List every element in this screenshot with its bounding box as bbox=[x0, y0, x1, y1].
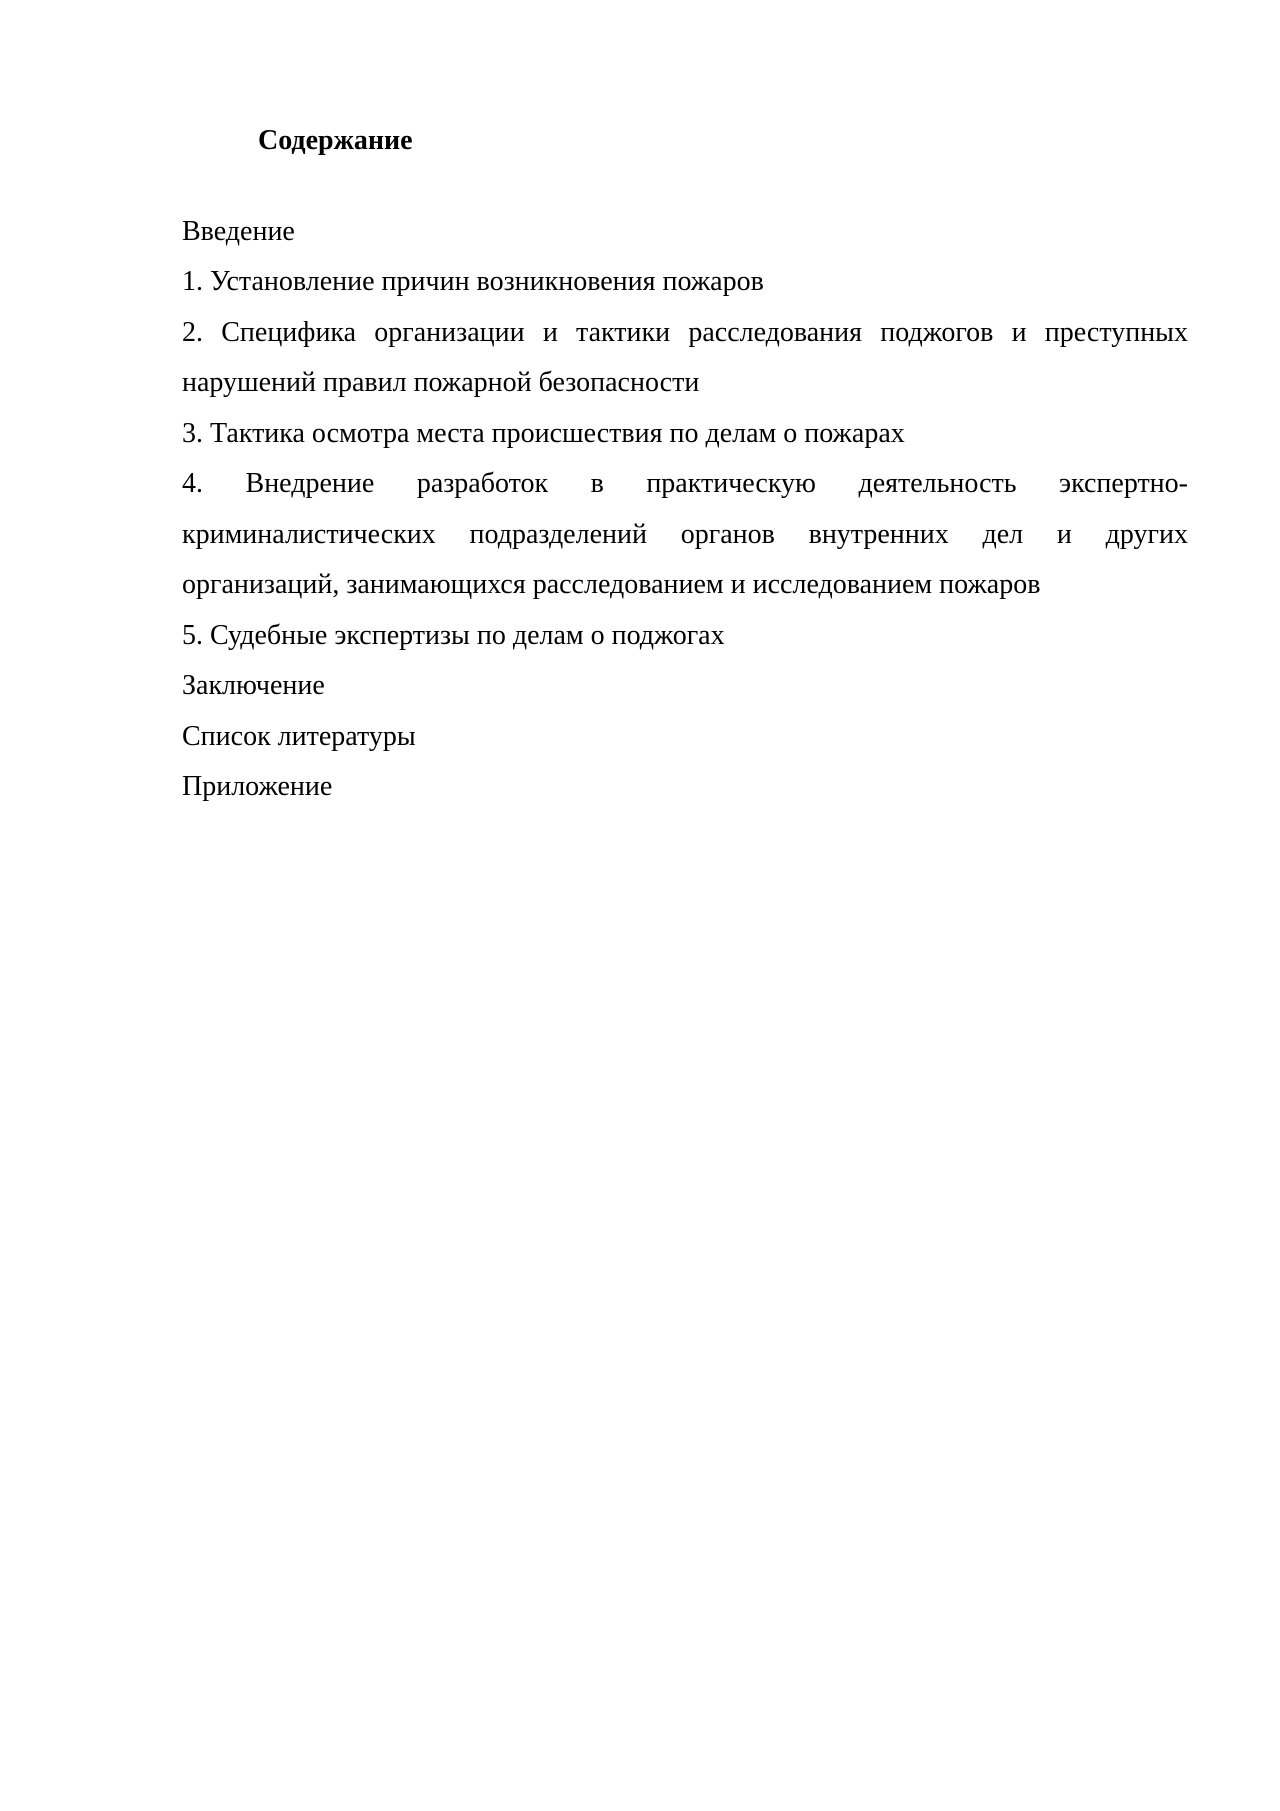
toc-item-4: 4. Внедрение разработок в практическую деятельность экспертно-криминалистических подразделений органов внутренних дел и других организаций, занимающихся расследованием и исследованием пожаров bbox=[182, 468, 1188, 600]
document-content bbox=[182, 116, 1188, 813]
toc-item-2: 2. Специфика организации и тактики расследования поджогов и преступных нарушений правил пожарной безопасности bbox=[182, 316, 1188, 398]
page-title: Содержание bbox=[258, 125, 413, 156]
table-of-contents bbox=[182, 207, 1188, 813]
toc-item-5: 5. Судебные экспертизы по делам о поджогах bbox=[182, 619, 725, 651]
toc-item-conclusion: Заключение bbox=[182, 670, 325, 701]
toc-item-appendix: Приложение bbox=[182, 771, 333, 802]
toc-item-1: 1. Установление причин возникновения пожаров bbox=[182, 266, 764, 297]
toc-item-3: 3. Тактика осмотра места происшествия по делам о пожарах bbox=[182, 417, 905, 449]
toc-item-introduction: Введение bbox=[182, 215, 295, 247]
toc-item-references: Список литературы bbox=[182, 720, 416, 752]
